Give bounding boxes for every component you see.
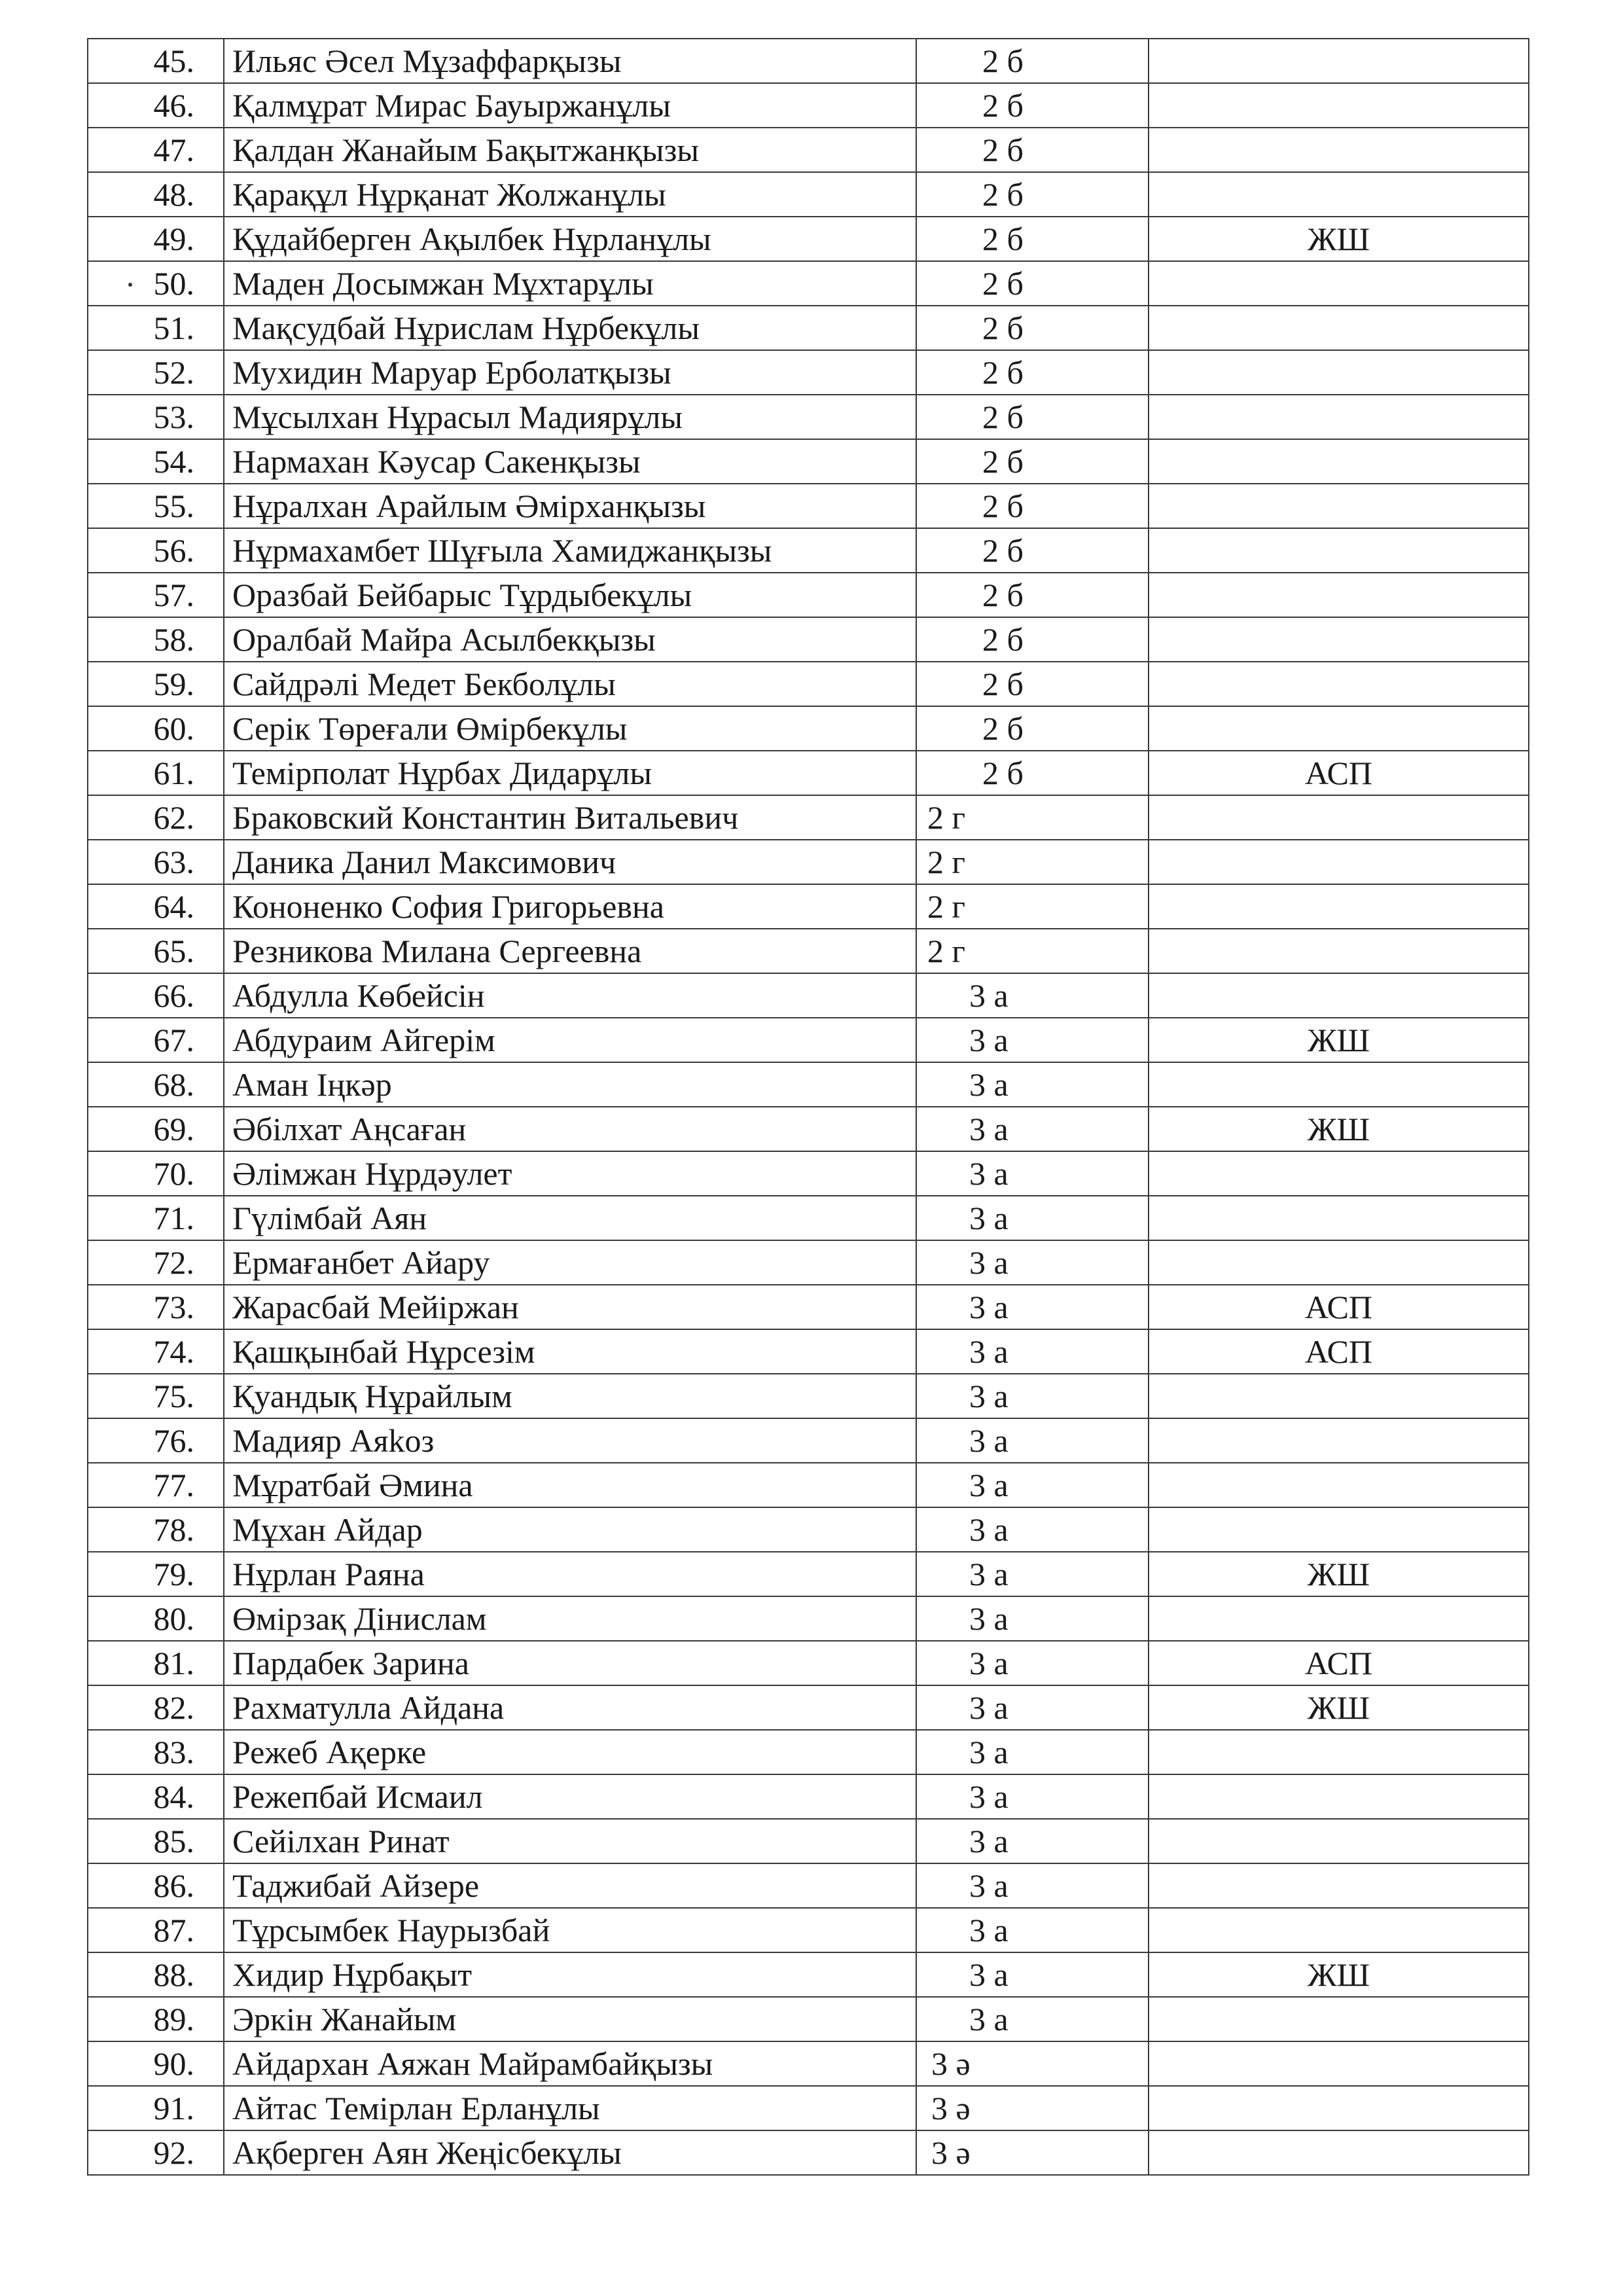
- class-cell: [916, 1596, 1149, 1641]
- student-name: Аман Іңкәр: [224, 1062, 916, 1107]
- table-row: [88, 1062, 1529, 1107]
- table-row: [88, 1997, 1529, 2041]
- table-row: [88, 2041, 1529, 2086]
- note-cell: [1149, 1774, 1529, 1819]
- student-name: Оразбай Бейбарыс Тұрдыбекұлы: [224, 573, 916, 617]
- student-name: Эркін Жанайым: [224, 1997, 916, 2041]
- class-label: 2 б: [982, 176, 1024, 213]
- class-label: 3 а: [969, 1155, 1008, 1192]
- class-label: 2 б: [982, 399, 1024, 435]
- row-number: 82.: [88, 1685, 224, 1730]
- student-name: Режеб Ақерке: [224, 1730, 916, 1774]
- class-cell: [916, 1863, 1149, 1908]
- class-cell: [916, 128, 1149, 172]
- class-label: 2 г: [927, 799, 966, 836]
- class-label: 3 ә: [931, 2134, 971, 2171]
- student-name: Даника Данил Максимович: [224, 840, 916, 884]
- class-cell: [916, 172, 1149, 217]
- table-row: [88, 840, 1529, 884]
- student-name: Ақберген Аян Жеңісбекұлы: [224, 2130, 916, 2175]
- class-label: 3 а: [969, 1244, 1008, 1281]
- note-cell: [1149, 1463, 1529, 1507]
- student-name: Жарасбай Мейіржан: [224, 1285, 916, 1329]
- class-label: 3 а: [969, 1823, 1008, 1859]
- table-row: [88, 973, 1529, 1018]
- class-label: 3 а: [969, 1689, 1008, 1726]
- class-label: 3 а: [969, 1912, 1008, 1948]
- table-row: [88, 2086, 1529, 2130]
- row-number: 74.: [88, 1329, 224, 1374]
- row-number: 69.: [88, 1107, 224, 1151]
- table-row: [88, 2130, 1529, 2175]
- student-name: Мұратбай Әмина: [224, 1463, 916, 1507]
- student-name: Өмірзақ Дінислам: [224, 1596, 916, 1641]
- note-cell: АСП: [1149, 1641, 1529, 1685]
- class-cell: [916, 1552, 1149, 1596]
- row-number: 57.: [88, 573, 224, 617]
- table-row: [88, 1908, 1529, 1952]
- table-row: [88, 528, 1529, 573]
- student-name: Резникова Милана Сергеевна: [224, 929, 916, 973]
- note-cell: ЖШ: [1149, 1107, 1529, 1151]
- class-cell: [916, 1329, 1149, 1374]
- table-row: [88, 395, 1529, 439]
- note-cell: [1149, 1507, 1529, 1552]
- table-row: [88, 1730, 1529, 1774]
- table-row: [88, 1641, 1529, 1685]
- note-cell: [1149, 528, 1529, 573]
- table-row: [88, 172, 1529, 217]
- roster-body: [88, 39, 1529, 2175]
- class-cell: [916, 884, 1149, 929]
- class-label: 3 а: [969, 1556, 1008, 1592]
- class-label: 3 а: [969, 1867, 1008, 1904]
- note-cell: [1149, 573, 1529, 617]
- class-label: 2 б: [982, 443, 1024, 480]
- note-cell: [1149, 261, 1529, 306]
- student-name: Мадияр Аяkоз: [224, 1418, 916, 1463]
- table-row: [88, 306, 1529, 350]
- student-name: Қуандық Нұрайлым: [224, 1374, 916, 1418]
- class-label: 2 б: [982, 310, 1024, 346]
- class-cell: [916, 1018, 1149, 1062]
- class-label: 2 б: [982, 532, 1024, 569]
- class-label: 3 ә: [931, 2045, 971, 2082]
- class-cell: [916, 929, 1149, 973]
- class-cell: [916, 1730, 1149, 1774]
- class-cell: [916, 1062, 1149, 1107]
- student-name: Нармахан Кәусар Сакенқызы: [224, 439, 916, 484]
- class-cell: [916, 528, 1149, 573]
- table-row: [88, 1952, 1529, 1997]
- row-number: 45.: [88, 39, 224, 83]
- class-cell: [916, 795, 1149, 840]
- student-name: Сейілхан Ринат: [224, 1819, 916, 1863]
- student-name: Қашқынбай Нұрсезім: [224, 1329, 916, 1374]
- student-name: Браковский Константин Витальевич: [224, 795, 916, 840]
- table-row: [88, 662, 1529, 706]
- row-number: 71.: [88, 1196, 224, 1240]
- class-label: 3 а: [969, 1645, 1008, 1681]
- note-cell: [1149, 1374, 1529, 1418]
- class-label: 3 а: [969, 1467, 1008, 1503]
- table-row: [88, 350, 1529, 395]
- class-label: 3 а: [969, 1066, 1008, 1103]
- row-number: 64.: [88, 884, 224, 929]
- note-cell: [1149, 1062, 1529, 1107]
- student-name: Құдайберген Ақылбек Нұрланұлы: [224, 217, 916, 261]
- student-name: Пардабек Зарина: [224, 1641, 916, 1685]
- class-cell: [916, 2041, 1149, 2086]
- class-label: 2 б: [982, 755, 1024, 791]
- row-number: 83.: [88, 1730, 224, 1774]
- class-label: 2 б: [982, 577, 1024, 613]
- class-cell: [916, 484, 1149, 528]
- class-cell: [916, 2086, 1149, 2130]
- class-label: 3 а: [969, 1378, 1008, 1414]
- note-cell: [1149, 350, 1529, 395]
- row-number: 79.: [88, 1552, 224, 1596]
- class-label: 2 б: [982, 710, 1024, 747]
- student-name: Айдархан Аяжан Майрамбайқызы: [224, 2041, 916, 2086]
- class-label: 2 б: [982, 87, 1024, 124]
- class-label: 3 а: [969, 1022, 1008, 1058]
- note-cell: [1149, 83, 1529, 128]
- row-number: 53.: [88, 395, 224, 439]
- class-cell: [916, 1507, 1149, 1552]
- row-number: 51.: [88, 306, 224, 350]
- class-cell: [916, 706, 1149, 751]
- table-row: [88, 128, 1529, 172]
- table-row: [88, 1685, 1529, 1730]
- note-cell: [1149, 884, 1529, 929]
- table-row: [88, 573, 1529, 617]
- student-name: Әбілхат Аңсаған: [224, 1107, 916, 1151]
- table-row: [88, 1819, 1529, 1863]
- row-number: 73.: [88, 1285, 224, 1329]
- class-label: 2 г: [927, 844, 966, 880]
- note-cell: [1149, 439, 1529, 484]
- student-name: Маден Досымжан Мұхтарұлы: [224, 261, 916, 306]
- note-cell: [1149, 795, 1529, 840]
- table-row: [88, 1151, 1529, 1196]
- table-row: [88, 617, 1529, 662]
- student-roster-table: [87, 38, 1529, 2176]
- student-name: Нұрмахамбет Шұғыла Хамиджанқызы: [224, 528, 916, 573]
- note-cell: [1149, 128, 1529, 172]
- note-cell: [1149, 973, 1529, 1018]
- table-row: [88, 1374, 1529, 1418]
- note-cell: [1149, 39, 1529, 83]
- table-row: [88, 261, 1529, 306]
- table-row: [88, 1018, 1529, 1062]
- table-row: [88, 1463, 1529, 1507]
- student-name: Ильяс Әсел Мұзаффарқызы: [224, 39, 916, 83]
- note-cell: ЖШ: [1149, 1685, 1529, 1730]
- class-cell: [916, 1908, 1149, 1952]
- row-number: 50.: [88, 261, 224, 306]
- table-row: [88, 1418, 1529, 1463]
- note-cell: [1149, 1240, 1529, 1285]
- row-number: 87.: [88, 1908, 224, 1952]
- table-row: [88, 1196, 1529, 1240]
- student-name: Темірполат Нұрбах Дидарұлы: [224, 751, 916, 795]
- note-cell: [1149, 617, 1529, 662]
- class-label: 2 б: [982, 132, 1024, 168]
- table-row: [88, 1329, 1529, 1374]
- row-number: 47.: [88, 128, 224, 172]
- row-number: 68.: [88, 1062, 224, 1107]
- row-number: 77.: [88, 1463, 224, 1507]
- row-number: 52.: [88, 350, 224, 395]
- row-number: 54.: [88, 439, 224, 484]
- student-name: Гүлімбай Аян: [224, 1196, 916, 1240]
- table-row: [88, 929, 1529, 973]
- row-number: 81.: [88, 1641, 224, 1685]
- student-name: Таджибай Айзере: [224, 1863, 916, 1908]
- class-cell: [916, 1997, 1149, 2041]
- note-cell: [1149, 706, 1529, 751]
- table-row: [88, 1863, 1529, 1908]
- class-label: 2 г: [927, 933, 966, 969]
- student-name: Сайдрәлі Медет Бекболұлы: [224, 662, 916, 706]
- class-cell: [916, 1463, 1149, 1507]
- class-cell: [916, 1196, 1149, 1240]
- student-name: Рахматулла Айдана: [224, 1685, 916, 1730]
- student-name: Серік Төреғали Өмірбекұлы: [224, 706, 916, 751]
- class-cell: [916, 1240, 1149, 1285]
- table-row: [88, 1552, 1529, 1596]
- note-cell: [1149, 1151, 1529, 1196]
- class-label: 2 г: [927, 888, 966, 925]
- row-number: 88.: [88, 1952, 224, 1997]
- row-number: 62.: [88, 795, 224, 840]
- class-cell: [916, 1374, 1149, 1418]
- class-cell: [916, 39, 1149, 83]
- note-cell: [1149, 1730, 1529, 1774]
- row-number: 65.: [88, 929, 224, 973]
- row-number: 58.: [88, 617, 224, 662]
- row-number: 59.: [88, 662, 224, 706]
- student-name: Режепбай Исмаил: [224, 1774, 916, 1819]
- class-label: 2 б: [982, 354, 1024, 391]
- row-number: 49.: [88, 217, 224, 261]
- row-number: 78.: [88, 1507, 224, 1552]
- student-name: Қарақұл Нұрқанат Жолжанұлы: [224, 172, 916, 217]
- class-cell: [916, 439, 1149, 484]
- class-label: 3 а: [969, 977, 1008, 1014]
- table-row: [88, 884, 1529, 929]
- note-cell: ЖШ: [1149, 217, 1529, 261]
- class-label: 3 а: [969, 1734, 1008, 1770]
- class-label: 2 б: [982, 621, 1024, 658]
- table-row: [88, 439, 1529, 484]
- class-cell: [916, 1107, 1149, 1151]
- class-label: 3 а: [969, 2001, 1008, 2037]
- class-cell: [916, 2130, 1149, 2175]
- class-cell: [916, 1641, 1149, 1685]
- student-name: Нұралхан Арайлым Әмірханқызы: [224, 484, 916, 528]
- class-cell: [916, 1685, 1149, 1730]
- table-row: [88, 217, 1529, 261]
- row-number: 76.: [88, 1418, 224, 1463]
- table-row: [88, 706, 1529, 751]
- note-cell: [1149, 929, 1529, 973]
- note-cell: ЖШ: [1149, 1018, 1529, 1062]
- row-number: 66.: [88, 973, 224, 1018]
- table-row: [88, 484, 1529, 528]
- class-cell: [916, 306, 1149, 350]
- student-name: Ермағанбет Айару: [224, 1240, 916, 1285]
- class-label: 3 а: [969, 1422, 1008, 1459]
- class-cell: [916, 1418, 1149, 1463]
- note-cell: [1149, 2130, 1529, 2175]
- table-row: [88, 1107, 1529, 1151]
- row-number: 91.: [88, 2086, 224, 2130]
- note-cell: [1149, 2041, 1529, 2086]
- class-label: 2 б: [982, 488, 1024, 524]
- note-cell: [1149, 1596, 1529, 1641]
- class-label: 2 б: [982, 221, 1024, 257]
- student-name: Мұсылхан Нұрасыл Мадиярұлы: [224, 395, 916, 439]
- class-label: 3 а: [969, 1778, 1008, 1815]
- student-name: Әлімжан Нұрдәулет: [224, 1151, 916, 1196]
- class-label: 3 ә: [931, 2090, 971, 2126]
- table-row: [88, 39, 1529, 83]
- table-row: [88, 1285, 1529, 1329]
- table-row: [88, 1774, 1529, 1819]
- student-name: Тұрсымбек Наурызбай: [224, 1908, 916, 1952]
- row-number: 75.: [88, 1374, 224, 1418]
- student-name: Мухидин Маруар Ерболатқызы: [224, 350, 916, 395]
- row-number: 86.: [88, 1863, 224, 1908]
- row-number: 61.: [88, 751, 224, 795]
- table-row: [88, 83, 1529, 128]
- note-cell: [1149, 306, 1529, 350]
- row-number: 80.: [88, 1596, 224, 1641]
- class-cell: [916, 617, 1149, 662]
- note-cell: [1149, 1997, 1529, 2041]
- student-name: Нұрлан Раяна: [224, 1552, 916, 1596]
- student-name: Абдулла Көбейсін: [224, 973, 916, 1018]
- row-number: 90.: [88, 2041, 224, 2086]
- class-cell: [916, 573, 1149, 617]
- class-cell: [916, 840, 1149, 884]
- class-label: 3 а: [969, 1333, 1008, 1370]
- row-number: 70.: [88, 1151, 224, 1196]
- class-label: 2 б: [982, 43, 1024, 79]
- table-row: [88, 1507, 1529, 1552]
- note-cell: [1149, 172, 1529, 217]
- class-cell: [916, 1819, 1149, 1863]
- student-name: Абдураим Айгерім: [224, 1018, 916, 1062]
- row-number: 72.: [88, 1240, 224, 1285]
- class-label: 3 а: [969, 1600, 1008, 1637]
- note-cell: [1149, 662, 1529, 706]
- row-number: 56.: [88, 528, 224, 573]
- row-number: 60.: [88, 706, 224, 751]
- class-cell: [916, 662, 1149, 706]
- class-cell: [916, 1151, 1149, 1196]
- row-number: 89.: [88, 1997, 224, 2041]
- class-cell: [916, 350, 1149, 395]
- student-name: Оралбай Майра Асылбекқызы: [224, 617, 916, 662]
- class-cell: [916, 973, 1149, 1018]
- row-number: 85.: [88, 1819, 224, 1863]
- note-cell: АСП: [1149, 1329, 1529, 1374]
- student-name: Айтас Темірлан Ерланұлы: [224, 2086, 916, 2130]
- note-cell: [1149, 1819, 1529, 1863]
- note-cell: [1149, 840, 1529, 884]
- note-cell: АСП: [1149, 1285, 1529, 1329]
- class-cell: [916, 1774, 1149, 1819]
- note-cell: [1149, 2086, 1529, 2130]
- table-row: [88, 751, 1529, 795]
- class-cell: [916, 1285, 1149, 1329]
- student-name: Кононенко София Григорьевна: [224, 884, 916, 929]
- class-cell: [916, 217, 1149, 261]
- class-label: 3 а: [969, 1200, 1008, 1236]
- note-cell: [1149, 1863, 1529, 1908]
- student-name: Қалдан Жанайым Бақытжанқызы: [224, 128, 916, 172]
- class-cell: [916, 751, 1149, 795]
- note-cell: ЖШ: [1149, 1952, 1529, 1997]
- class-label: 3 а: [969, 1289, 1008, 1325]
- note-cell: АСП: [1149, 751, 1529, 795]
- class-label: 3 а: [969, 1511, 1008, 1548]
- student-name: Хидир Нұрбақыт: [224, 1952, 916, 1997]
- note-cell: ЖШ: [1149, 1552, 1529, 1596]
- note-cell: [1149, 1418, 1529, 1463]
- class-label: 2 б: [982, 265, 1024, 302]
- table-row: [88, 1596, 1529, 1641]
- class-cell: [916, 83, 1149, 128]
- note-cell: [1149, 395, 1529, 439]
- note-cell: [1149, 1196, 1529, 1240]
- class-cell: [916, 1952, 1149, 1997]
- row-number: 92.: [88, 2130, 224, 2175]
- table-row: [88, 795, 1529, 840]
- row-number: 46.: [88, 83, 224, 128]
- class-label: 2 б: [982, 666, 1024, 702]
- row-number: 55.: [88, 484, 224, 528]
- row-number: 48.: [88, 172, 224, 217]
- table-row: [88, 1240, 1529, 1285]
- note-cell: [1149, 1908, 1529, 1952]
- student-name: Мұхан Айдар: [224, 1507, 916, 1552]
- class-cell: [916, 261, 1149, 306]
- row-number: 63.: [88, 840, 224, 884]
- student-name: Мақсудбай Нұрислам Нұрбекұлы: [224, 306, 916, 350]
- class-cell: [916, 395, 1149, 439]
- class-label: 3 а: [969, 1111, 1008, 1147]
- class-label: 3 а: [969, 1956, 1008, 1993]
- row-number: 67.: [88, 1018, 224, 1062]
- note-cell: [1149, 484, 1529, 528]
- student-name: Қалмұрат Мирас Бауыржанұлы: [224, 83, 916, 128]
- row-number: 84.: [88, 1774, 224, 1819]
